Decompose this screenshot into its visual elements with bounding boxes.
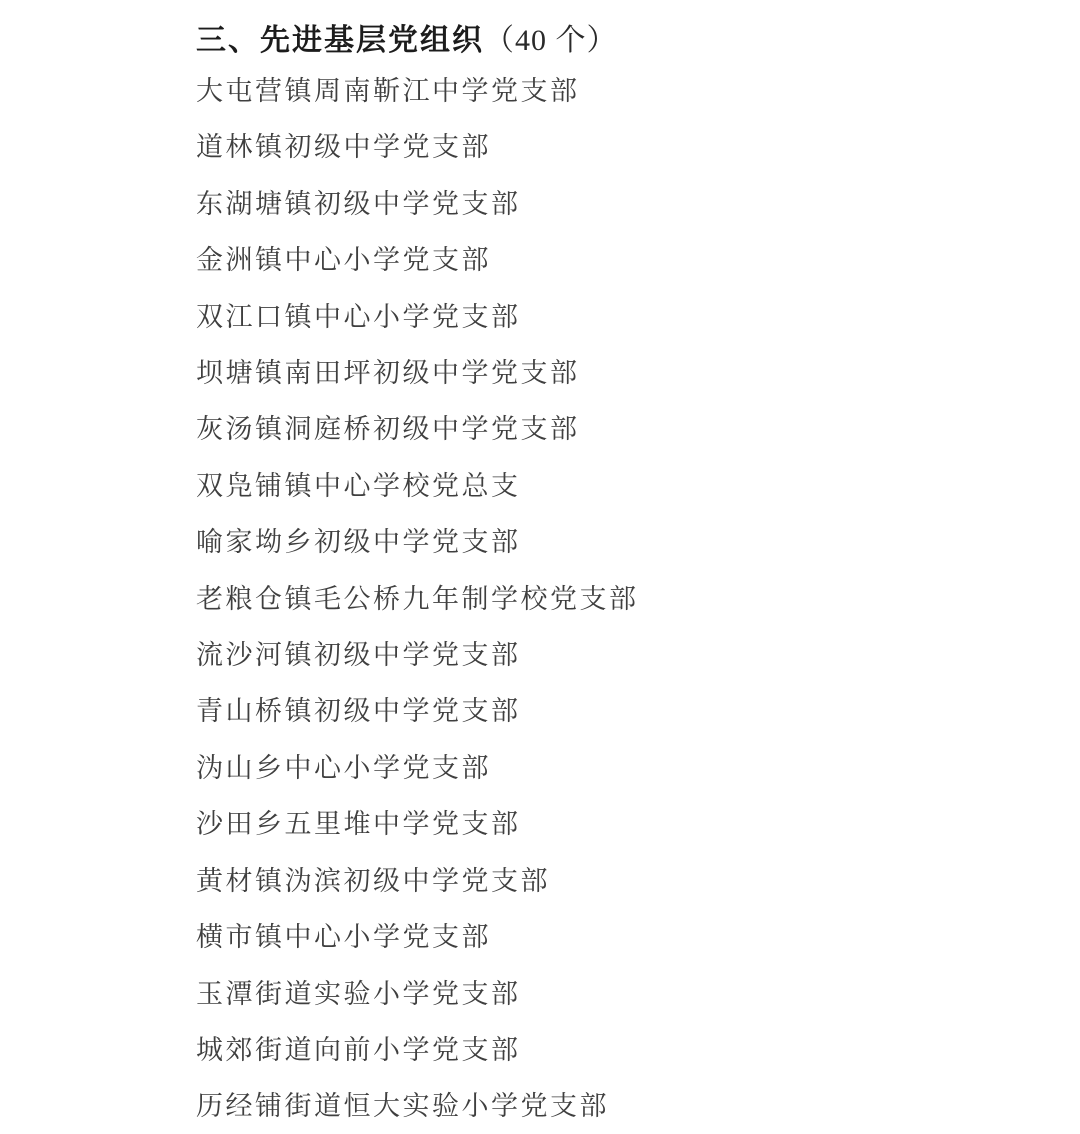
list-item: 沩山乡中心小学党支部 <box>196 752 491 783</box>
list-item: 流沙河镇初级中学党支部 <box>196 640 521 671</box>
document-content <box>196 24 1050 1134</box>
organization-list <box>196 63 1050 1134</box>
list-item: 道林镇初级中学党支部 <box>196 132 491 163</box>
list-item: 金洲镇中心小学党支部 <box>196 245 491 276</box>
list-item: 坝塘镇南田坪初级中学党支部 <box>196 358 580 389</box>
list-item: 喻家坳乡初级中学党支部 <box>196 527 521 558</box>
list-item: 大屯营镇周南靳江中学党支部 <box>196 76 580 106</box>
section-heading-title: 三、先进基层党组织 <box>196 24 484 57</box>
section-heading-count: （40 个） <box>484 24 618 57</box>
list-item: 历经铺街道恒大实验小学党支部 <box>196 1091 609 1122</box>
list-item: 灰汤镇洞庭桥初级中学党支部 <box>196 414 580 445</box>
list-item: 横市镇中心小学党支部 <box>196 922 491 953</box>
list-item: 东湖塘镇初级中学党支部 <box>196 188 521 219</box>
list-item: 青山桥镇初级中学党支部 <box>196 696 521 727</box>
list-item: 双江口镇中心小学党支部 <box>196 301 521 332</box>
list-item: 城郊街道向前小学党支部 <box>196 1034 521 1065</box>
list-item: 黄材镇沩滨初级中学党支部 <box>196 865 550 896</box>
list-item: 双凫铺镇中心学校党总支 <box>196 470 521 501</box>
list-item: 沙田乡五里堆中学党支部 <box>196 809 521 840</box>
list-item: 老粮仓镇毛公桥九年制学校党支部 <box>196 583 639 614</box>
section-heading <box>196 24 1050 58</box>
list-item: 玉潭街道实验小学党支部 <box>196 978 521 1009</box>
